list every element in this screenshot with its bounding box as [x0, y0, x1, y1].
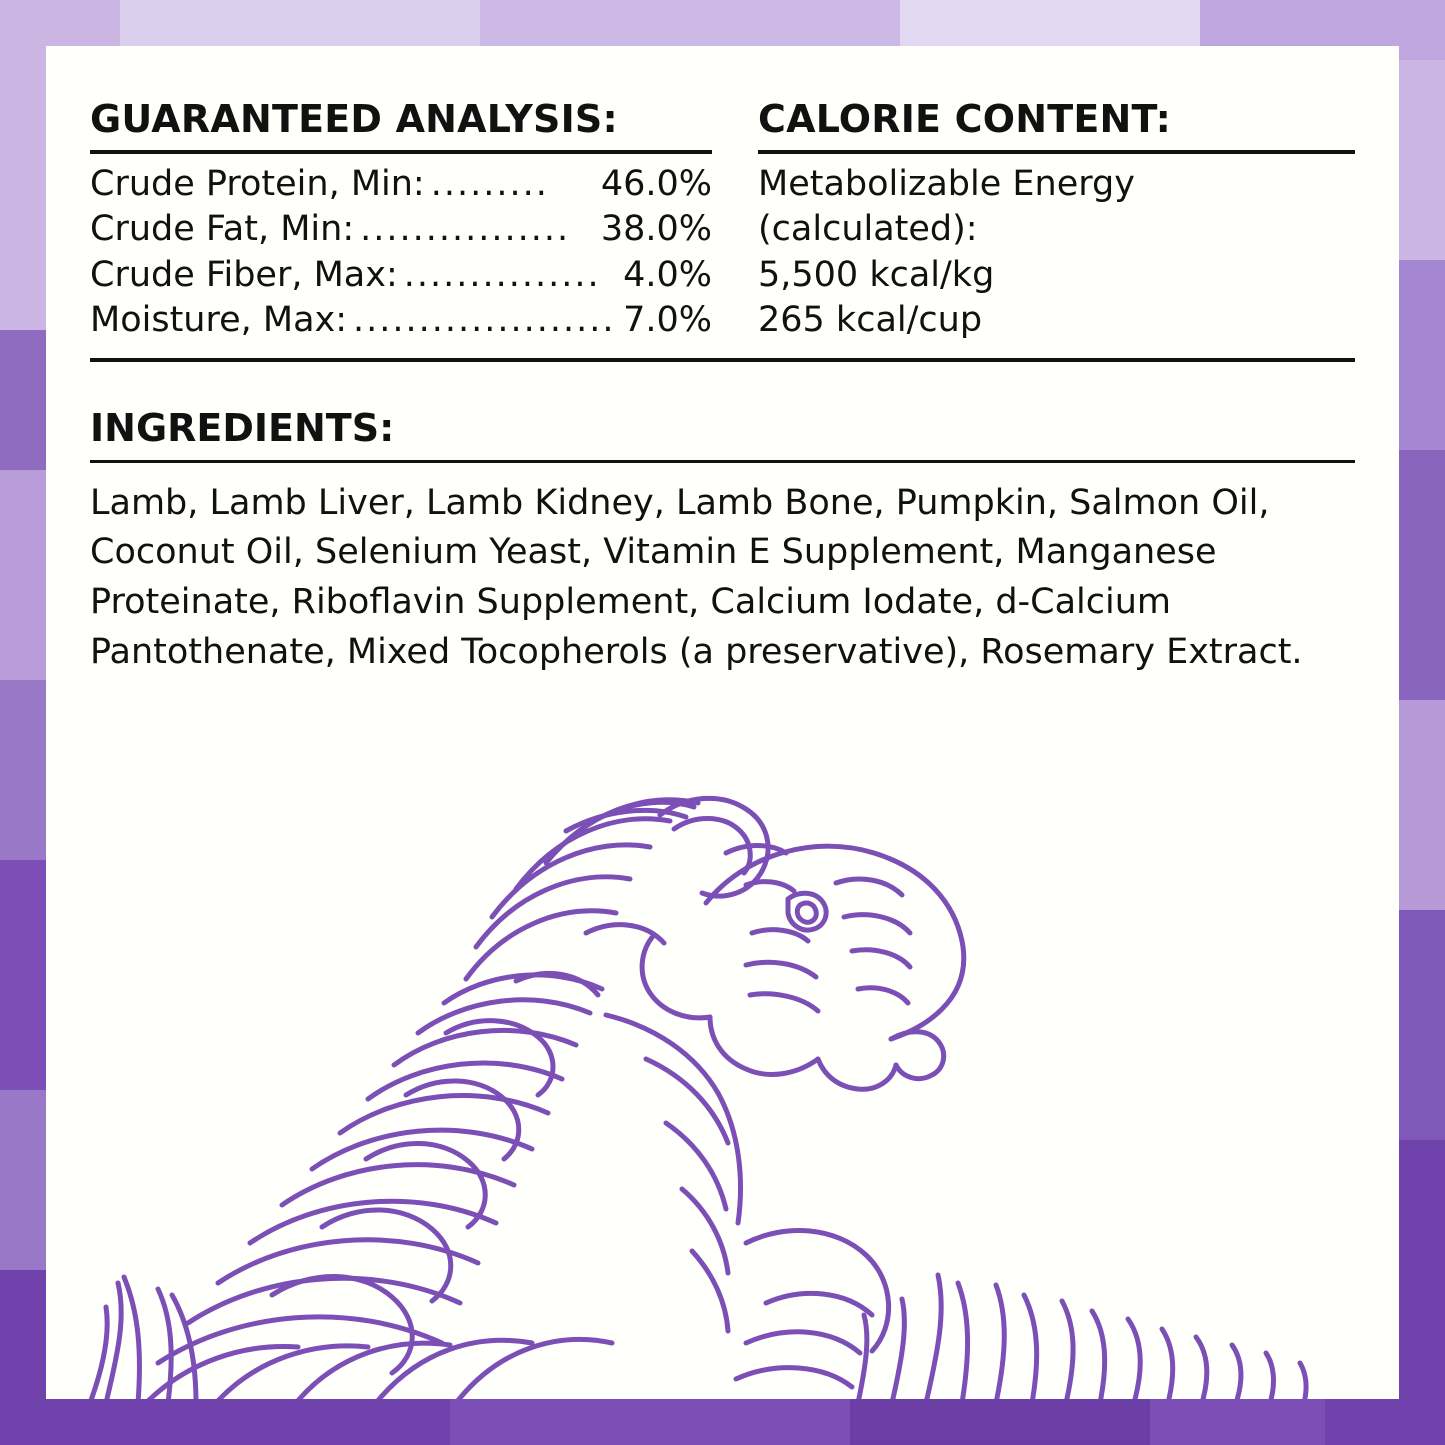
nutrient-label: Crude Fiber, Max: [90, 254, 398, 295]
nutrient-value: 38.0% [600, 209, 712, 250]
calorie-content-section [758, 76, 1355, 344]
list-item [90, 253, 712, 299]
nutrient-label: Crude Fat, Min: [90, 209, 355, 250]
guaranteed-analysis-heading: GUARANTEED ANALYSIS: [90, 97, 618, 141]
calorie-line: Metabolizable Energy [758, 163, 1135, 204]
calorie-content-lines [758, 154, 1355, 344]
section-divider-wrap [90, 344, 1355, 362]
list-item [90, 207, 712, 253]
guaranteed-analysis-list [90, 154, 712, 344]
leader-dots: ............... [403, 254, 601, 295]
guaranteed-analysis-section [90, 76, 712, 344]
nutrient-value: 7.0% [623, 300, 712, 341]
nutrient-label: Moisture, Max: [90, 300, 348, 341]
calorie-line: 265 kcal/cup [758, 300, 983, 341]
calorie-line: 5,500 kcal/kg [758, 254, 995, 295]
list-item [90, 298, 712, 344]
ingredients-text: Lamb, Lamb Liver, Lamb Kidney, Lamb Bone, Pumpkin, Salmon Oil, Coconut Oil, Selenium Yeast, Vitamin E Supplement, Manganese Proteinate, Riboflavin Supplement, Calcium Iodate, d-Calcium Pantothenate, Mixed Tocopherols (a preservative), Rosemary Extract. [90, 482, 1303, 672]
nutrition-columns [90, 76, 1355, 344]
nutrient-label: Crude Protein, Min: [90, 163, 425, 204]
ingredients-heading: INGREDIENTS: [90, 405, 395, 450]
leader-dots: .................... [353, 300, 616, 341]
sheep-illustration [46, 703, 1399, 1399]
panel-content [90, 76, 1355, 677]
nutrient-value: 4.0% [623, 254, 712, 295]
list-item [90, 162, 712, 208]
leader-dots: ......... [430, 163, 549, 204]
leader-dots: ................ [360, 209, 571, 250]
calorie-line: (calculated): [758, 209, 978, 250]
nutrient-value: 46.0% [600, 163, 712, 204]
label-panel [46, 46, 1399, 1399]
calorie-content-heading: CALORIE CONTENT: [758, 97, 1171, 141]
